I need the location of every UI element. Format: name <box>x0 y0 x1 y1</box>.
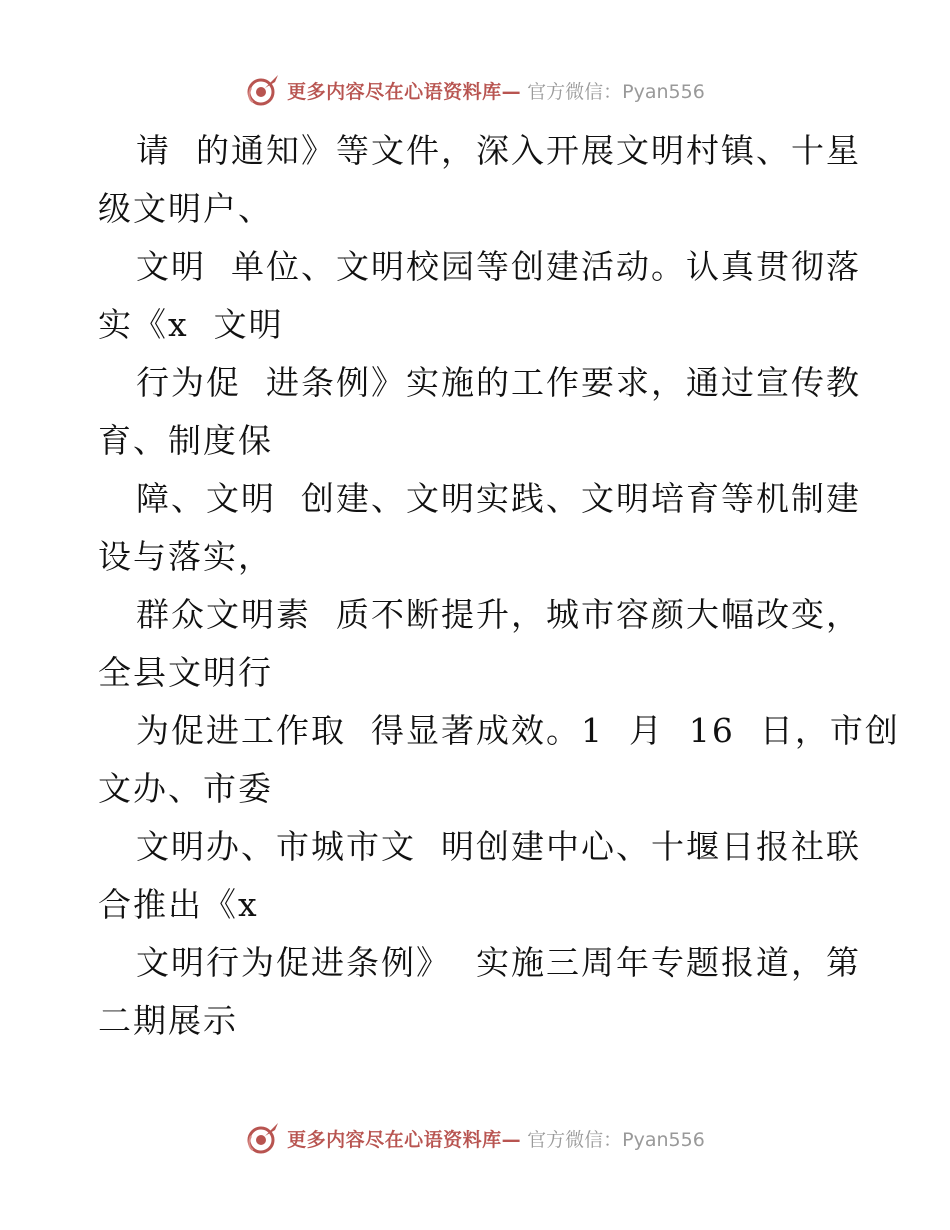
footer-banner <box>0 1118 950 1158</box>
quill-seal-icon <box>245 72 281 108</box>
body-line: 请 的通知》等文件，深入开展文明村镇、十星 <box>136 131 861 170</box>
body-line: 实《x 文明 <box>98 305 284 344</box>
header-brand-text: 更多内容尽在心语资料库— <box>287 80 522 103</box>
body-line: 文明办、市城市文 明创建中心、十堰日报社联 <box>136 827 861 866</box>
body-line: 全县文明行 <box>98 653 273 692</box>
header-official-account: 官方微信：Pyan556 <box>527 80 705 103</box>
body-line: 设与落实， <box>98 537 273 576</box>
footer-brand-text: 更多内容尽在心语资料库— <box>287 1128 522 1151</box>
footer-official-account: 官方微信：Pyan556 <box>527 1128 705 1151</box>
quill-seal-icon <box>245 1120 281 1156</box>
body-line: 育、制度保 <box>98 421 273 460</box>
body-line: 障、文明 创建、文明实践、文明培育等机制建 <box>136 479 861 518</box>
body-line: 级文明户、 <box>98 189 273 228</box>
document-body <box>98 122 900 1050</box>
body-line: 二期展示 <box>98 1001 238 1040</box>
body-line: 群众文明素 质不断提升，城市容颜大幅改变， <box>136 595 861 634</box>
header-banner <box>0 70 950 110</box>
body-line: 文明 单位、文明校园等创建活动。认真贯彻落 <box>136 247 861 286</box>
body-line: 合推出《x <box>98 885 259 924</box>
body-line: 行为促 进条例》实施的工作要求，通过宣传教 <box>136 363 861 402</box>
body-line: 文明行为促进条例》 实施三周年专题报道，第 <box>136 943 861 982</box>
body-line: 文办、市委 <box>98 769 273 808</box>
body-line: 为促进工作取 得显著成效。1 月 16 日，市创 <box>136 711 900 750</box>
